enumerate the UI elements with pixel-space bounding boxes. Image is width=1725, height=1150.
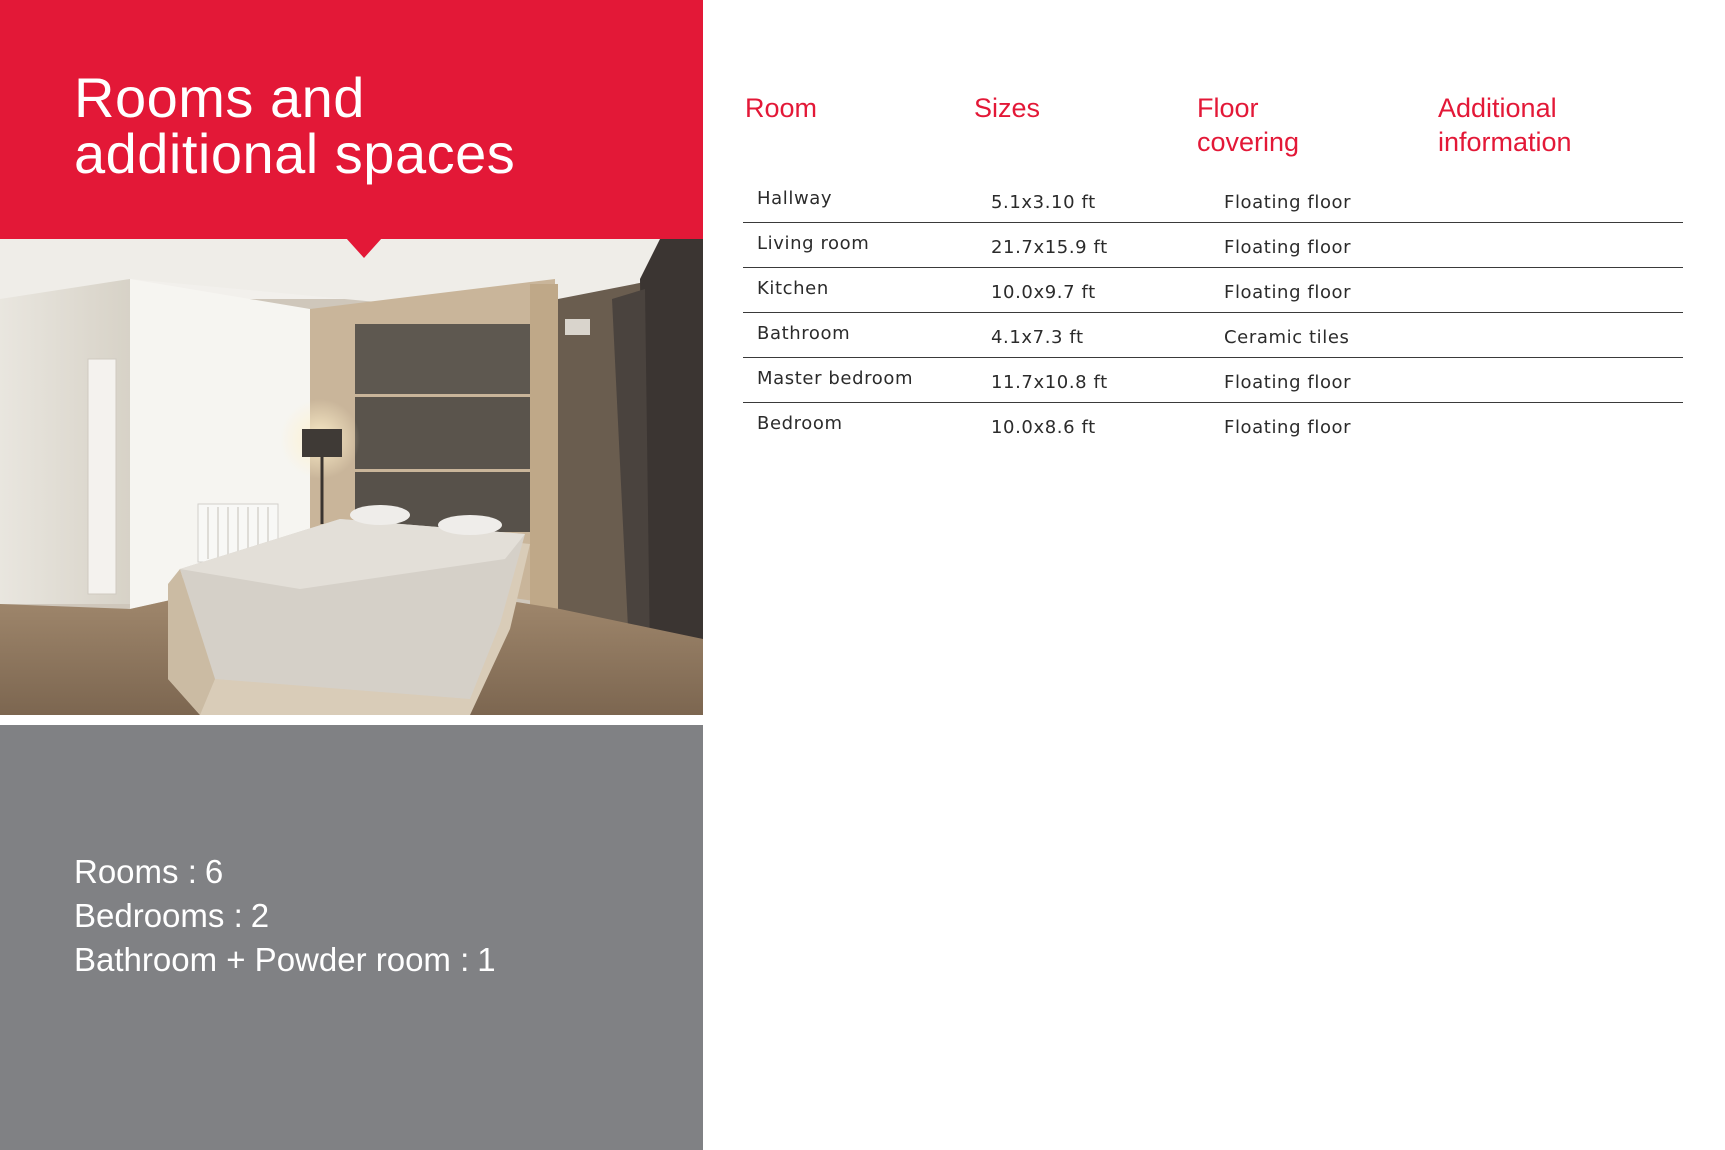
table-row: [743, 403, 1683, 447]
stat-rooms: [74, 850, 496, 894]
cell-floor: Floating floor: [1224, 192, 1352, 213]
cell-room: Living room: [757, 233, 870, 254]
stat-value: 6: [204, 853, 224, 890]
cell-room: Bedroom: [757, 413, 843, 434]
table-row: [743, 313, 1683, 358]
cell-floor: Floating floor: [1224, 237, 1352, 258]
cell-size: 11.7x10.8 ft: [991, 372, 1108, 393]
cell-room: Master bedroom: [757, 368, 914, 389]
stat-value: 2: [250, 897, 270, 934]
title-banner: [0, 0, 703, 239]
stat-label: Bathroom + Powder room :: [74, 941, 470, 978]
rooms-table: [743, 88, 1683, 447]
cell-size: 21.7x15.9 ft: [991, 237, 1108, 258]
cell-floor: Floating floor: [1224, 282, 1352, 303]
cell-room: Hallway: [757, 188, 833, 209]
table-header: [743, 88, 1683, 178]
cell-size: 5.1x3.10 ft: [991, 192, 1096, 213]
cell-size: 10.0x8.6 ft: [991, 417, 1096, 438]
stat-label: Bedrooms :: [74, 897, 243, 934]
header-floor-covering: Floor covering: [1197, 93, 1300, 157]
stat-value: 1: [477, 941, 496, 978]
cell-room: Kitchen: [757, 278, 829, 299]
stat-bathrooms: [74, 938, 496, 982]
stats-list: [74, 850, 496, 982]
cell-floor: Floating floor: [1224, 372, 1352, 393]
header-room: Room: [745, 93, 818, 123]
header-additional-information: Additional information: [1438, 93, 1572, 157]
cell-size: 10.0x9.7 ft: [991, 282, 1096, 303]
cell-floor: Floating floor: [1224, 417, 1352, 438]
stat-label: Rooms :: [74, 853, 197, 890]
left-column: [0, 0, 703, 1150]
stats-panel: [0, 725, 703, 1150]
page-title: Rooms and additional spaces: [74, 66, 516, 185]
cell-size: 4.1x7.3 ft: [991, 327, 1084, 348]
header-sizes: Sizes: [974, 93, 1041, 123]
bedroom-photo: [0, 239, 703, 715]
table-row: [743, 178, 1683, 223]
cell-room: Bathroom: [757, 323, 851, 344]
cell-floor: Ceramic tiles: [1224, 327, 1350, 348]
stat-bedrooms: [74, 894, 496, 938]
table-row: [743, 268, 1683, 313]
table-body: [743, 178, 1683, 447]
table-row: [743, 358, 1683, 403]
table-row: [743, 223, 1683, 268]
banner-pointer: [346, 238, 382, 258]
